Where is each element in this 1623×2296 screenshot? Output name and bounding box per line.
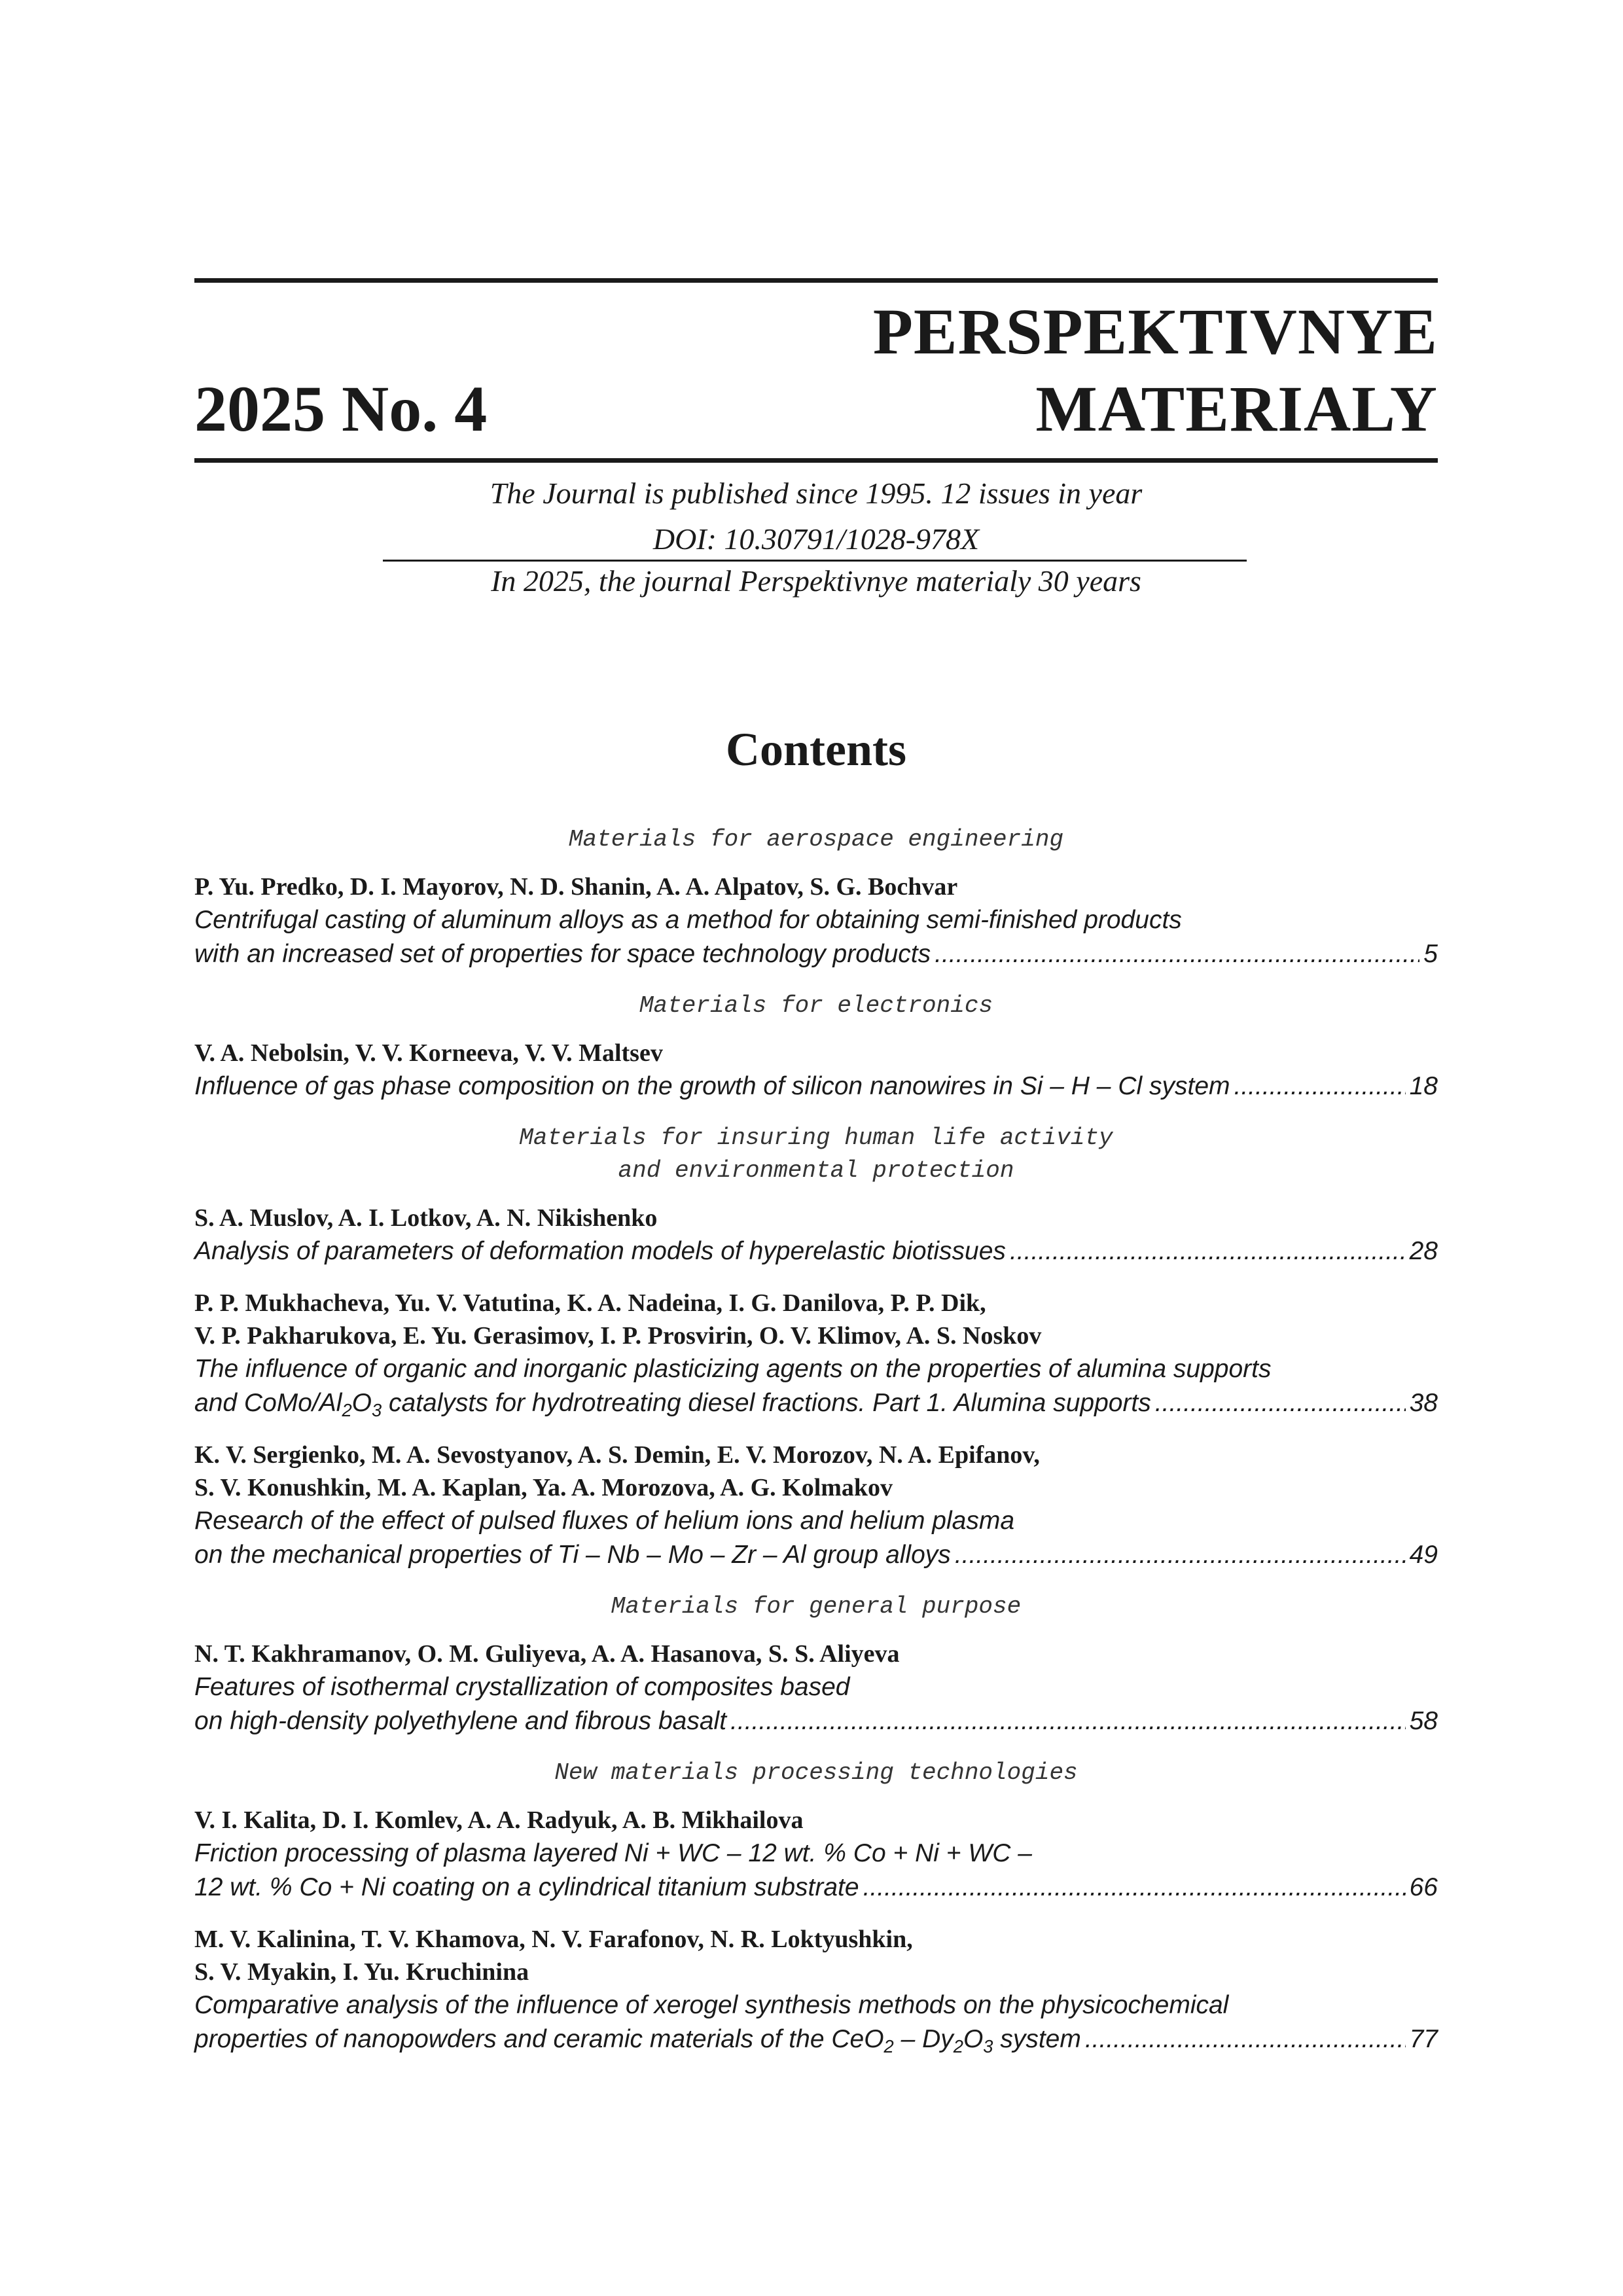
article-title-line: The influence of organic and inorganic plasticizing agents on the properties of alumina supports — [194, 1355, 1272, 1383]
dot-leader — [1085, 2022, 1406, 2056]
doi-text: DOI: 10.30791/1028-978X — [652, 522, 980, 556]
title-text-run: system — [993, 2025, 1081, 2053]
article-authors: N. T. Kakhramanov, O. M. Guliyeva, A. A. Hasanova, S. S. Aliyeva — [194, 1640, 900, 1668]
dot-leader — [730, 1704, 1406, 1738]
article-entry[interactable] — [194, 1202, 1438, 1268]
article-authors: V. P. Pakharukova, E. Yu. Gerasimov, I. P. Prosvirin, O. V. Klimov, A. S. Noskov — [194, 1322, 1042, 1350]
article-entry[interactable] — [194, 1287, 1438, 1420]
article-title-text: on high-density polyethylene and fibrous basalt — [194, 1707, 727, 1735]
article-title-text — [194, 1386, 1151, 1420]
journal-title-line: MATERIALY — [1035, 372, 1438, 445]
subscript: 3 — [983, 2036, 993, 2056]
article-title-text: Influence of gas phase composition on the growth of silicon nanowires in Si – H – Cl system — [194, 1072, 1230, 1100]
article-title-line: Friction processing of plasma layered Ni + WC – 12 wt. % Co + Ni + WC – — [194, 1839, 1032, 1867]
dot-leader — [1010, 1234, 1406, 1268]
section-heading — [194, 823, 1438, 856]
section-heading-line: Materials for insuring human life activity — [519, 1124, 1113, 1151]
section-heading-line: Materials for electronics — [639, 992, 993, 1019]
masthead-top-rule — [194, 278, 1438, 283]
article-entry[interactable] — [194, 1439, 1438, 1572]
title-text-run: and CoMo/Al — [194, 1389, 342, 1417]
anniversary-text: In 2025, the journal Perspektivnye materialy 30 years — [491, 564, 1141, 598]
subscript: 2 — [342, 1400, 352, 1420]
journal-contents-page — [194, 0, 1438, 2296]
subscript: 2 — [953, 2036, 963, 2056]
article-authors: P. Yu. Predko, D. I. Mayorov, N. D. Shanin, A. A. Alpatov, S. G. Bochvar — [194, 873, 958, 901]
journal-title-line: PERSPEKTIVNYE — [872, 295, 1438, 368]
page-number: 38 — [1409, 1389, 1438, 1417]
title-text-run: properties of nanopowders and ceramic materials of the CeO — [194, 2025, 884, 2053]
article-title-last-line — [194, 1069, 1438, 1103]
dot-leader — [935, 937, 1419, 971]
article-title-line: Features of isothermal crystallization of composites based — [194, 1673, 850, 1701]
title-text-run: catalysts for hydrotreating diesel fractions. Part 1. Alumina supports — [382, 1389, 1151, 1417]
article-authors: S. V. Konushkin, M. A. Kaplan, Ya. A. Morozova, A. G. Kolmakov — [194, 1474, 893, 1501]
page-number: 5 — [1423, 940, 1438, 968]
title-text-run: O — [963, 2025, 984, 2053]
article-title-text: Analysis of parameters of deformation models of hyperelastic biotissues — [194, 1237, 1006, 1265]
table-of-contents — [194, 823, 1438, 2075]
article-authors: K. V. Sergienko, M. A. Sevostyanov, A. S. Demin, E. V. Morozov, N. A. Epifanov, — [194, 1441, 1040, 1469]
journal-title — [873, 293, 1438, 448]
section-heading — [194, 1757, 1438, 1789]
section-heading-line: Materials for general purpose — [611, 1593, 1022, 1620]
dot-leader — [1234, 1069, 1406, 1103]
section-heading — [194, 990, 1438, 1022]
article-entry[interactable] — [194, 1923, 1438, 2056]
article-authors: P. P. Mukhacheva, Yu. V. Vatutina, K. A. Nadeina, I. G. Danilova, P. P. Dik, — [194, 1289, 986, 1317]
info-divider — [383, 560, 1247, 562]
section-heading — [194, 1122, 1438, 1187]
page-number: 49 — [1409, 1541, 1438, 1569]
article-authors: S. A. Muslov, A. I. Lotkov, A. N. Nikishenko — [194, 1204, 658, 1232]
article-title-text: on the mechanical properties of Ti – Nb – Mo – Zr – Al group alloys — [194, 1541, 951, 1569]
dot-leader — [863, 1871, 1406, 1905]
contents-heading: Contents — [725, 723, 906, 776]
article-authors: M. V. Kalinina, T. V. Khamova, N. V. Farafonov, N. R. Loktyushkin, — [194, 1926, 913, 1953]
section-heading-line: Materials for aerospace engineering — [568, 826, 1064, 853]
dot-leader — [955, 1538, 1406, 1572]
article-title-text: with an increased set of properties for space technology products — [194, 940, 931, 968]
article-title-line: Comparative analysis of the influence of xerogel synthesis methods on the physicochemical — [194, 1991, 1229, 2019]
article-title-text: 12 wt. % Co + Ni coating on a cylindrical titanium substrate — [194, 1873, 859, 1901]
article-title-line: Centrifugal casting of aluminum alloys as a method for obtaining semi-finished products — [194, 906, 1182, 934]
article-authors: V. A. Nebolsin, V. V. Korneeva, V. V. Maltsev — [194, 1039, 663, 1067]
page-number: 28 — [1409, 1237, 1438, 1265]
section-heading-line: New materials processing technologies — [554, 1759, 1078, 1786]
issue-number: 2025 No. 4 — [194, 372, 488, 445]
section-heading-line: and environmental protection — [618, 1157, 1014, 1184]
article-title-last-line — [194, 1234, 1438, 1268]
article-title-text — [194, 2022, 1081, 2056]
article-entry[interactable] — [194, 1804, 1438, 1905]
article-title-line: Research of the effect of pulsed fluxes of helium ions and helium plasma — [194, 1507, 1015, 1535]
page-number: 77 — [1409, 2025, 1438, 2053]
article-title-last-line — [194, 937, 1438, 971]
publication-info: The Journal is published since 1995. 12 issues in year — [490, 476, 1143, 510]
title-text-run: O — [351, 1389, 372, 1417]
masthead-bottom-rule — [194, 458, 1438, 463]
page-number: 66 — [1409, 1873, 1438, 1901]
section-heading — [194, 1590, 1438, 1623]
article-title-last-line — [194, 1538, 1438, 1572]
title-text-run: – Dy — [893, 2025, 954, 2053]
article-title-last-line — [194, 1386, 1438, 1420]
article-entry[interactable] — [194, 1638, 1438, 1738]
article-title-last-line — [194, 2022, 1438, 2056]
dot-leader — [1155, 1386, 1406, 1420]
article-title-last-line — [194, 1704, 1438, 1738]
article-title-last-line — [194, 1871, 1438, 1905]
article-authors: S. V. Myakin, I. Yu. Kruchinina — [194, 1958, 529, 1986]
page-number: 18 — [1409, 1072, 1438, 1100]
subscript: 2 — [883, 2036, 894, 2056]
page-number: 58 — [1409, 1707, 1438, 1735]
article-entry[interactable] — [194, 1037, 1438, 1103]
article-entry[interactable] — [194, 870, 1438, 971]
article-authors: V. I. Kalita, D. I. Komlev, A. A. Radyuk, A. B. Mikhailova — [194, 1806, 804, 1834]
subscript: 3 — [371, 1400, 382, 1420]
